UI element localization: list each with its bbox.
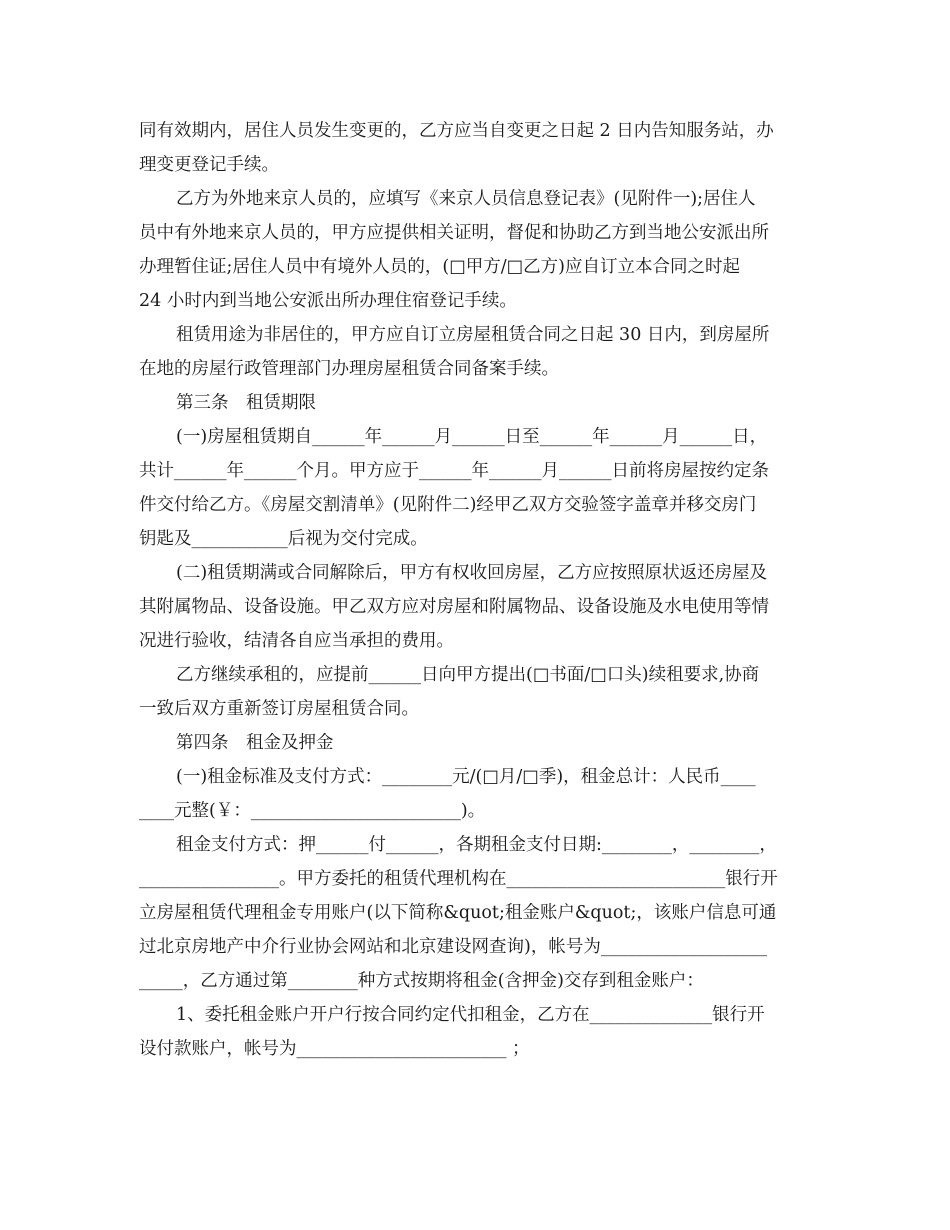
text-line: 第三条 租赁期限 [176,393,316,413]
text-line: 24 小时内到当地公安派出所办理住宿登记手续。 [139,291,517,311]
text-line: 1、委托租金账户开户行按合同约定代扣租金，乙方在______________银行开 [176,1005,765,1025]
text-line: ________________。甲方委托的租赁代理机构在_________________________银行开 [139,869,778,889]
text-line: 乙方继续承租的，应提前______日向甲方提出(□书面/□口头)续租要求,协商 [176,665,760,685]
text-line: 在地的房屋行政管理部门办理房屋租赁合同备案手续。 [139,359,559,379]
text-line: (一)租金标准及支付方式：________元/(□月/□季)，租金总计：人民币____ [176,767,756,787]
text-line: 件交付给乙方。《房屋交割清单》(见附件二)经甲乙双方交验签字盖章并移交房门 [139,495,757,515]
text-line: 租金支付方式：押______付______，各期租金支付日期:________，________， [176,835,777,855]
text-line: 其附属物品、设备设施。甲乙双方应对房屋和附属物品、设备设施及水电使用等情 [139,597,769,617]
text-line: 同有效期内，居住人员发生变更的，乙方应当自变更之日起 2 日内告知服务站，办 [139,121,774,141]
text-line: _____，乙方通过第________种方式按期将租金(含押金)交存到租金账户： [139,971,704,991]
text-line: 钥匙及___________后视为交付完成。 [139,529,428,549]
text-line: 立房屋租赁代理租金专用账户(以下简称&quot;租金账户&quot;，该账户信息可通 [139,903,777,923]
text-line: 员中有外地来京人员的，甲方应提供相关证明，督促和协助乙方到当地公安派出所 [139,223,769,243]
text-line: (二)租赁期满或合同解除后，甲方有权收回房屋，乙方应按照原状返还房屋及 [176,563,768,583]
text-line: 设付款账户，帐号为________________________ ； [139,1039,530,1059]
text-line: 过北京房地产中介行业协会网站和北京建设网查询)，帐号为___________________ [139,937,768,957]
text-line: 租赁用途为非居住的，甲方应自订立房屋租赁合同之日起 30 日内，到房屋所 [176,325,770,345]
text-line: 乙方为外地来京人员的，应填写《来京人员信息登记表》(见附件一);居住人 [176,189,756,209]
text-line: 第四条 租金及押金 [176,733,334,753]
contract-text-body [139,114,813,1066]
text-line: 理变更登记手续。 [139,155,279,175]
text-line: (一)房屋租赁期自______年______月______日至______年______月______日， [176,427,768,447]
text-line: ____元整(￥：________________________)。 [139,801,486,821]
text-line: 办理暂住证;居住人员中有境外人员的，(□甲方/□乙方)应自订立本合同之时起 [139,257,741,277]
text-line: 一致后双方重新签订房屋租赁合同。 [139,699,419,719]
text-line: 况进行验收，结清各自应当承担的费用。 [139,631,454,651]
text-line: 共计______年______个月。甲方应于______年______月______日前将房屋按约定条 [139,461,769,481]
